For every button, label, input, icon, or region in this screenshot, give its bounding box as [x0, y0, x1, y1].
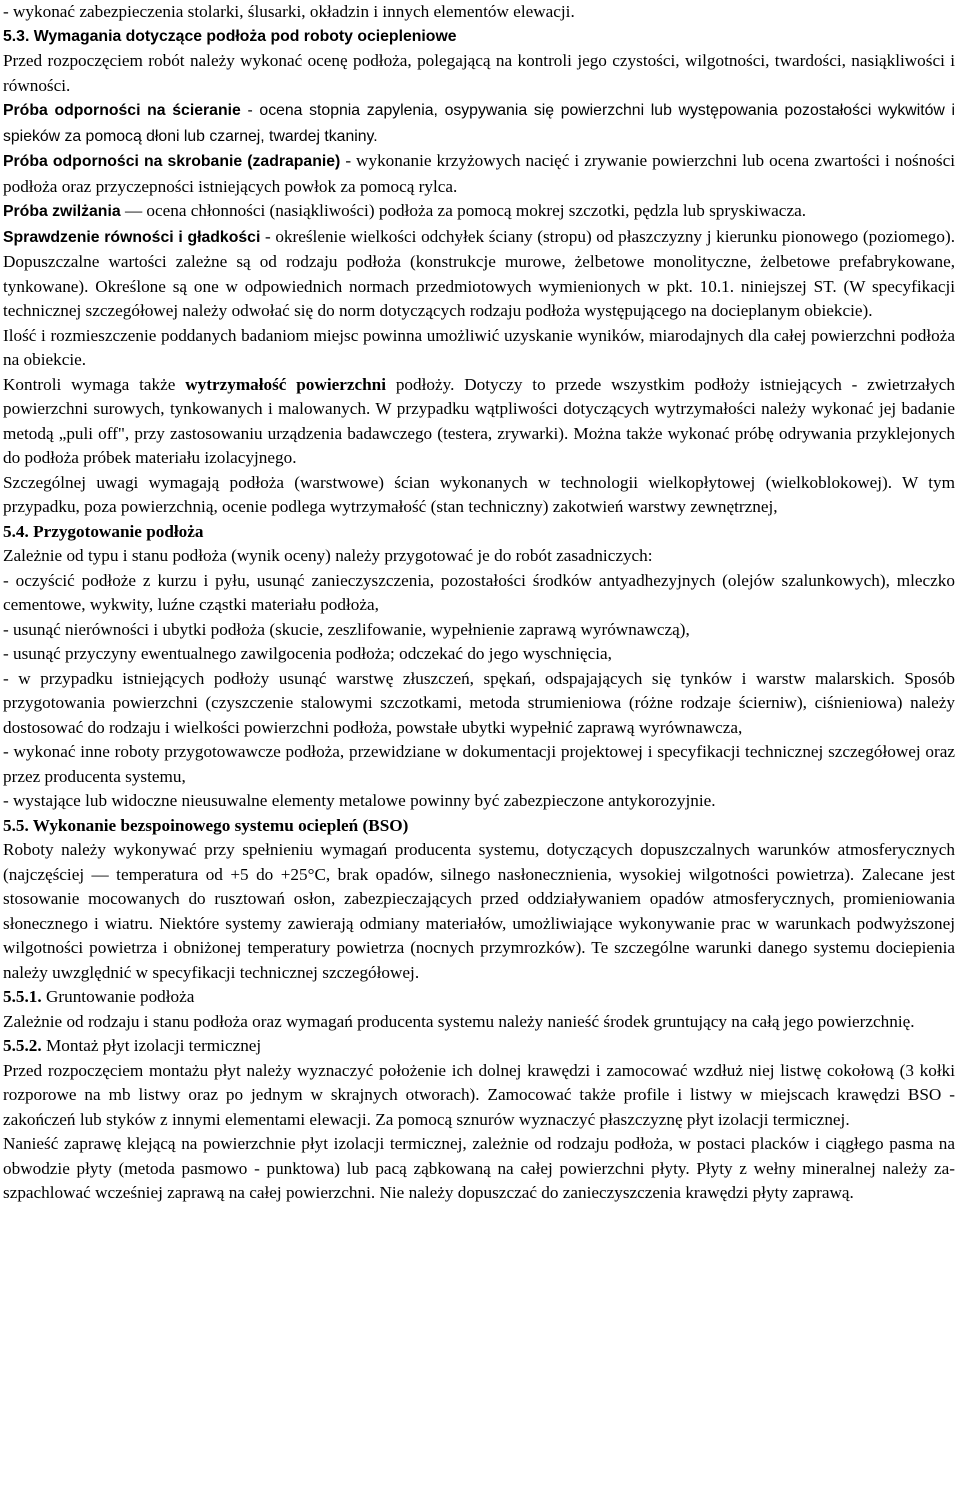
term-proba-zwilzania: Próba zwilżania — [3, 203, 121, 220]
subsection-heading-5-5-1 — [3, 985, 955, 1010]
paragraph-gruntowanie: Zależnie od rodzaju i stanu podłoża oraz wymagań producenta systemu należy nanieść środek gruntujący na całą jego powierzchnię. — [3, 1011, 915, 1031]
paragraph-ilosc-miejsc: Ilość i rozmieszczenie poddanych badaniom miejsc powinna umożliwić uzyskanie wyników, miarodajnych dla całej powierzchni podłoża na obiekcie. — [3, 325, 955, 369]
paragraph-warunki-atmosferyczne: Roboty należy wykonywać przy spełnieniu wymagań producenta systemu, dotyczących dopuszczalnych warunków atmosferycznych (najczęściej — temperatura od +5 do +25°C, brak opadów, silnego nasłonecznienia, wysokiej wilgotności powietrza). Zalecane jest stosowanie mocowanych do rusztowań osłon, zabezpieczających przed oddziaływaniem opadów atmosferycznych, promieniowania słonecznego i wiatru. Niektóre systemy zawierają odmiany materiałów, umożliwiające wykonywanie prac w warunkach podwyższonej wilgotności powietrza i obniżonej temperatury powietrza (nocnych przymrozków). Te szczególne warunki danego systemu dociepienia należy uwzględnić w specyfikacji technicznej szczegółowej. — [3, 840, 955, 982]
term-wytrzymalosc: wytrzymałość powierzchni — [185, 374, 386, 394]
text-rownosc-gladkosc-b: kierunku pionowego (poziomego). Dopuszczalne wartości zależne są od rodzaju podłoża (konstrukcje murowe, żelbetowe monolityczne, żelbetowe prefabrykowane, tynkowane). Określone są one w odpowiednich normach przedmiotowych wymienionych w pkt. 10.1. niniejszej ST. (W specyfikacji technicznej szczegółowej należy odwołać się do norm dotyczących rodzaju podłoża występującego na docieplanym obiekcie). — [3, 226, 956, 320]
text-rownosc-gladkosc-a: - określenie wielkości odchyłek ściany (stropu) od płaszczyzny j — [260, 226, 712, 246]
text-proba-scieranie: - ocena stopnia zapylenia, osypywania się powierzchni lub występowania pozostałości wykwitów i spieków za pomocą dłoni lub czarnej, twardej tkaniny. — [3, 102, 955, 145]
term-rownosc-gladkosc: Sprawdzenie równości i gładkości — [3, 228, 261, 246]
paragraph-przygotowanie-intro: Zależnie od typu i stanu podłoża (wynik oceny) należy przygotować je do robót zasadniczych: — [3, 546, 653, 565]
paragraph-proba-scieranie — [3, 98, 955, 149]
bullet-zabezpieczenia: - wykonać zabezpieczenia stolarki, ślusarki, okładzin i innych elementów elewacji. — [3, 2, 575, 21]
text-wytrzymalosc-a: Kontroli wymaga także — [3, 374, 186, 394]
subsection-title-5-5-1: Gruntowanie podłoża — [41, 987, 195, 1006]
subsection-number-5-5-1: 5.5.1. — [3, 987, 42, 1006]
text-proba-skrobanie: - wykonanie krzyżowych nacięć i zrywanie powierzchni lub ocena zwartości i nośności podłoża oraz przyczepności istniejących powłok za pomocą rylca. — [3, 151, 956, 196]
paragraph-zaprawa-klejaca: Nanieść zaprawę klejącą na powierzchnie płyt izolacji termicznej, zależnie od rodzaju podłoża, w postaci placków i ciągłego pasma na obwodzie płyty (metoda pasmowo - punktowa) lub pacą ząbkowaną na całej powierzchni płyty. Płyty z wełny mineralnej należy za-szpachlować wcześniej zaprawą na całej powierzchni. Nie należy dopuszczać do zanieczyszczenia krawędzi płyty zaprawą. — [3, 1134, 955, 1202]
paragraph-wielkoplytowa: Szczególnej uwagi wymagają podłoża (warstwowe) ścian wykonanych w technologii wielkopłytowej (wielkoblokowej). W tym przypadku, poza powierzchnią, ocenie podlega wytrzymałość (stan techniczny) zakotwień warstwy zewnętrznej, — [3, 472, 955, 516]
list-item-zawilgocenie: - usunąć przyczyny ewentualnego zawilgocenia podłoża; odczekać do jego wyschnięcia, — [3, 644, 612, 663]
paragraph-ocena-podloza: Przed rozpoczęciem robót należy wykonać ocenę podłoża, polegającą na kontroli jego czystości, wilgotności, twardości, nasiąkliwości i równości. — [3, 51, 955, 95]
section-heading-5-4: 5.4. Przygotowanie podłoża — [3, 521, 204, 541]
subsection-number-5-5-2: 5.5.2. — [3, 1036, 42, 1055]
paragraph-montaz-plyt: Przed rozpoczęciem montażu płyt należy wyznaczyć położenie ich dolnej krawędzi i zamocować wzdłuż niej listwę cokołową (3 kołki rozporowe na mb listwy oraz po jednym w skrajnych otworach). Zamocować także profile i listwy w miejscach krawędzi BSO -zakończeń lub styków z innymi elementami elewacji. Za pomocą sznurów wyznaczyć płaszczyznę płyt izolacji termicznej. — [3, 1060, 955, 1129]
list-item-zluszczenia: - w przypadku istniejących podłoży usunąć warstwę złuszczeń, spękań, odspajających się tynków i warstw malarskich. Sposób przygotowania powierzchni (czyszczenie stalowymi szczotkami, metoda strumieniowa (różne rodzaje ścierniw), ciśnieniowa) należy dostosować do rodzaju i wielkości powierzchni podłoża, powstałe ubytki wypełnić zaprawą wyrównawcza, — [3, 668, 955, 737]
section-heading-5-3: 5.3. Wymagania dotyczące podłoża pod roboty ociepleniowe — [3, 27, 457, 45]
subsection-heading-5-5-2 — [3, 1034, 955, 1059]
list-item-oczyscic: - oczyścić podłoże z kurzu i pyłu, usunąć zanieczyszczenia, pozostałości środków antyadhezyjnych (olejów szalunkowych), mleczko cementowe, wykwity, luźne cząstki materiału podłoża, — [3, 570, 955, 614]
subsection-title-5-5-2: Montaż płyt izolacji termicznej — [41, 1036, 262, 1055]
paragraph-wytrzymalosc — [3, 373, 955, 471]
list-item-inne-roboty: - wykonać inne roboty przygotowawcze podłoża, przewidziane w dokumentacji projektowej i specyfikacji technicznej szczegółowej oraz przez producenta systemu, — [3, 742, 955, 786]
paragraph-rownosc-gladkosc — [3, 225, 955, 324]
list-item-metalowe: - wystające lub widoczne nieusuwalne elementy metalowe powinny być zabezpieczone antykorozyjnie. — [3, 791, 716, 810]
paragraph-proba-skrobanie — [3, 149, 955, 199]
list-item-nierownosci: - usunąć nierówności i ubytki podłoża (skucie, zeszlifowanie, wypełnienie zaprawą wyrównawczą), — [3, 619, 690, 639]
term-proba-scieranie: Próba odporności na ścieranie — [3, 102, 241, 119]
section-heading-5-5: 5.5. Wykonanie bezspoinowego systemu ociepleń (BSO) — [3, 815, 409, 835]
text-proba-zwilzania: — ocena chłonności (nasiąkliwości) podłoża za pomocą mokrej szczotki, pędzla lub spryskiwacza. — [120, 201, 806, 220]
term-proba-skrobanie: Próba odporności na skrobanie (zadrapanie) — [3, 153, 341, 170]
text-wytrzymalosc-b: podłoży. Dotyczy to przede wszystkim podłoży istniejących - zwietrzałych powierzchni surowych, tynkowanych i malowanych. W przypadku wątpliwości dotyczących wytrzymałości należy wykonać jej badanie metodą „puli off", przy zastosowaniu urządzenia badawczego (testera, zrywarki). Można także wykonać próbę odrywania przyklejonych do podłoża próbek materiału izolacyjnego. — [3, 374, 955, 467]
paragraph-proba-zwilzania — [3, 199, 955, 225]
